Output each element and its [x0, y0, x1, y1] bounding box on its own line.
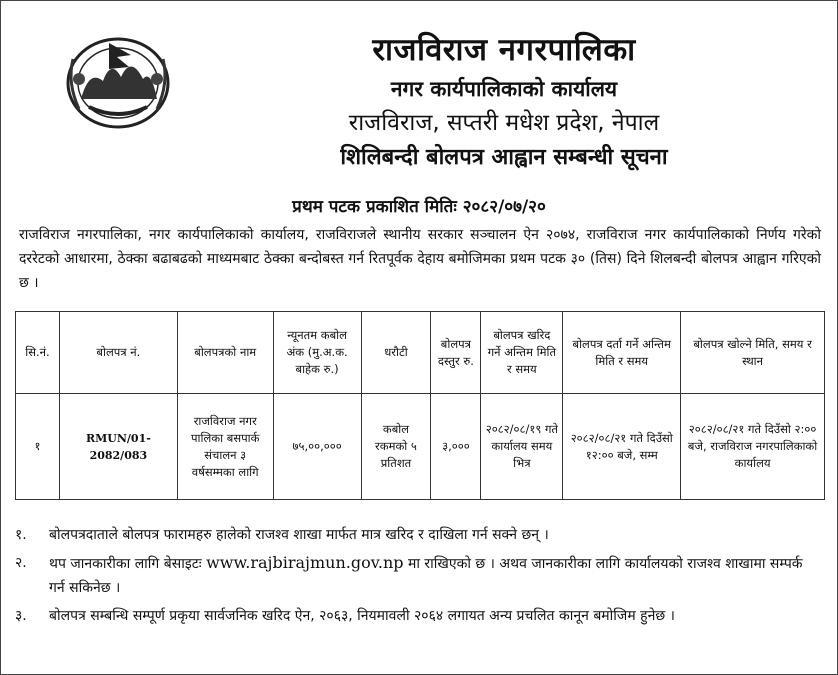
- notice-title: शिलिबन्दी बोलपत्र आह्वान सम्बन्धी सूचना: [340, 145, 668, 170]
- table-row: [16, 394, 825, 500]
- cell-ref: RMUN/01-2082/083: [59, 394, 177, 500]
- cell-min-bid: ७५,००,०००: [273, 394, 361, 500]
- list-item: [15, 551, 821, 600]
- government-emblem-icon: [59, 29, 177, 133]
- note-text: बोलपत्र सम्बन्धि सम्पूर्ण प्रकृया सार्वजनिक खरिद ऐन, २०६३, नियमावली २०६४ लगायत अन्य प्रचलित कानून बमोजिम हुनेछ ।: [49, 608, 675, 624]
- col-header-deposit: धरौटी: [361, 312, 431, 394]
- intro-paragraph: राजविराज नगरपालिका, नगर कार्यपालिकाको कार्यालय, राजविराजले स्थानीय सरकार सञ्चालन ऐन २०७४, राजविराज नगर कार्यपालिकाको निर्णय गरेको दररेटको आधारमा, ठेक्का बढाबढको माध्यमबाट ठेक्का बन्दोबस्त गर्न रितपूर्वक देहाय बमोजिमका प्रथम पटक ३० (तिस) दिने शिलबन्दी बोलपत्र आह्वान गरिएको छ ।: [19, 227, 821, 291]
- cell-submit: २०८२/०८/२१ गते दिउँसो १२:०० बजे, सम्म: [563, 394, 681, 500]
- note-number: १.: [15, 527, 27, 543]
- note-text: [49, 551, 821, 600]
- cell-deposit: कबोल रकमको ५ प्रतिशत: [361, 394, 431, 500]
- col-header-name: बोलपत्रको नाम: [177, 312, 273, 394]
- table-header-row: [16, 312, 825, 394]
- cell-fee: ३,०००: [431, 394, 481, 500]
- note-text-post: मा राखिएको छ । अथव जानकारीका लागि कार्यालयको राजश्व शाखामा सम्पर्क गर्न सकिनेछ ।: [49, 556, 803, 596]
- col-header-ref: बोलपत्र नं.: [59, 312, 177, 394]
- notes-list: [15, 523, 821, 632]
- cell-name: राजविराज नगर पालिका बसपार्क संचालन ३ वर्षसम्मका लागि: [177, 394, 273, 500]
- tender-table: [15, 311, 825, 500]
- note-number: २.: [15, 555, 27, 571]
- office-name: नगर कार्यपालिकाको कार्यालय: [390, 77, 618, 101]
- publication-label: प्रथम पटक प्रकाशित मितिः: [292, 197, 457, 217]
- cell-sn: १: [16, 394, 60, 500]
- col-header-purchase: बोलपत्र खरिद गर्ने अन्तिम मिति र समय: [481, 312, 563, 394]
- note-number: ३.: [15, 608, 27, 624]
- office-address: राजविराज, सप्तरी मधेश प्रदेश, नेपाल: [348, 110, 660, 136]
- col-header-submit: बोलपत्र दर्ता गर्ने अन्तिम मिति र समय: [563, 312, 681, 394]
- list-item: [15, 523, 821, 547]
- publication-date: [1, 193, 837, 221]
- note-text-pre: थप जानकारीका लागि बेसाइटः: [49, 556, 202, 572]
- cell-open: २०८२/०८/२१ गते दिउँसो २:०० बजे, राजविराज नगरपालिकाको कार्यालय: [681, 394, 825, 500]
- list-item: [15, 604, 821, 628]
- publication-date-value: २०८२/०७/२०: [462, 197, 546, 217]
- website-link[interactable]: www.rajbirajmun.gov.np: [206, 553, 404, 572]
- col-header-sn: सि.नं.: [16, 312, 60, 394]
- col-header-fee: बोलपत्र दस्तुर रु.: [431, 312, 481, 394]
- notice-header: [191, 29, 817, 175]
- note-text: बोलपत्रदाताले बोलपत्र फारामहरु हालेको राजश्व शाखा मार्फत मात्र खरिद र दाखिला गर्न सक्ने छन् ।: [49, 527, 549, 543]
- cell-purchase: २०८२/०८/१९ गते कार्यालय समय भित्र: [481, 394, 563, 500]
- col-header-min-bid: न्यूनतम कबोल अंक (मु.अ.क. बाहेक रु.): [273, 312, 361, 394]
- municipality-name: राजविराज नगरपालिका: [372, 32, 636, 68]
- col-header-open: बोलपत्र खोल्ने मिति, समय र स्थान: [681, 312, 825, 394]
